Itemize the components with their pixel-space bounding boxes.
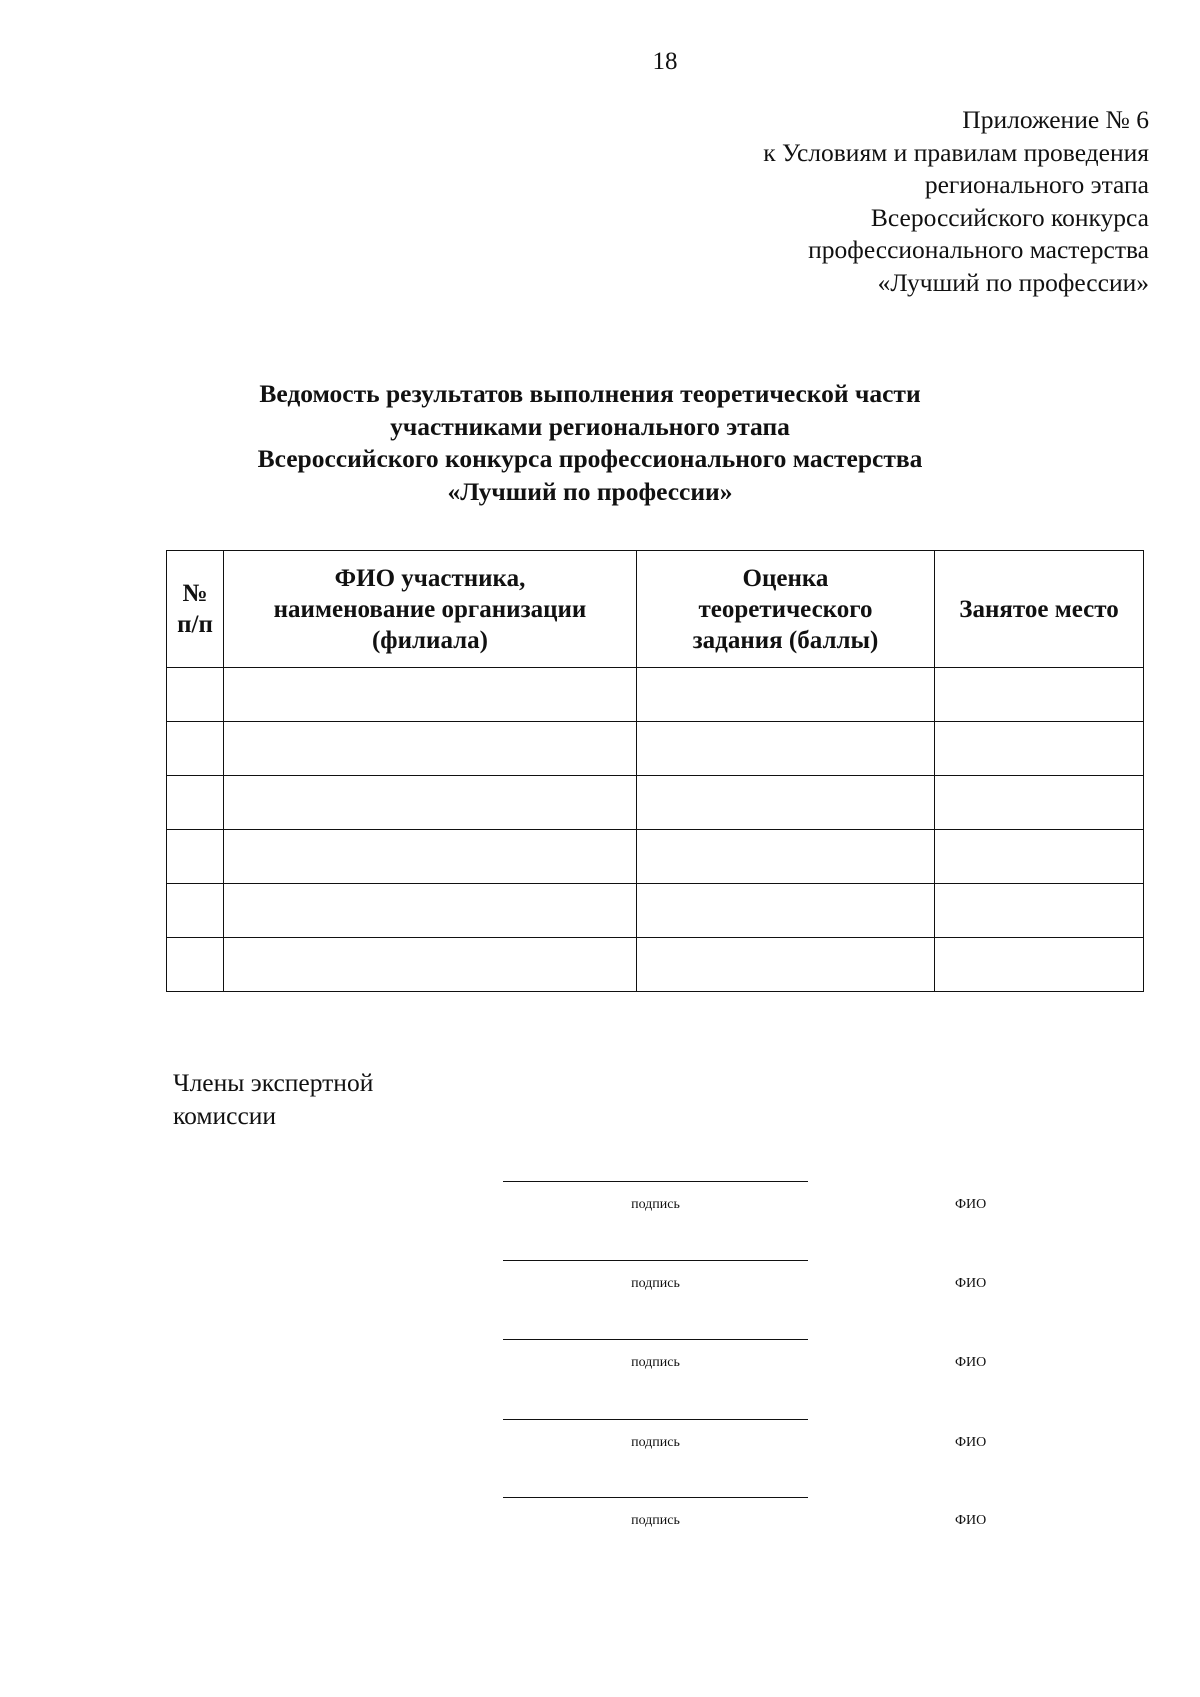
header-place	[935, 551, 1144, 668]
table-cell[interactable]	[935, 722, 1144, 776]
fio-caption: ФИО	[955, 1197, 987, 1212]
signature-line[interactable]	[503, 1260, 808, 1261]
header-score	[637, 551, 935, 668]
page-number: 18	[652, 48, 678, 75]
signature-line[interactable]	[503, 1497, 808, 1498]
appendix-line: Приложение № 6	[962, 105, 1149, 134]
fio-caption: ФИО	[955, 1276, 987, 1291]
header-line: №	[182, 580, 208, 607]
title-line: «Лучший по профессии»	[447, 476, 733, 506]
signature-row	[503, 1497, 1023, 1537]
table-cell[interactable]	[637, 884, 935, 938]
table-cell[interactable]	[167, 668, 224, 722]
header-line: задания (баллы)	[692, 626, 879, 654]
table-row	[167, 884, 1144, 938]
table-cell[interactable]	[167, 938, 224, 992]
header-line: Оценка	[742, 564, 829, 592]
table-cell[interactable]	[224, 776, 637, 830]
table-cell[interactable]	[935, 830, 1144, 884]
table-row	[167, 776, 1144, 830]
header-line: (филиала)	[371, 626, 489, 654]
table-cell[interactable]	[224, 830, 637, 884]
header-line: Занятое место	[959, 595, 1119, 623]
commission-line: комиссии	[173, 1101, 277, 1130]
table-header-row	[167, 551, 1144, 668]
results-table	[166, 550, 1144, 992]
appendix-line: регионального этапа	[924, 170, 1149, 199]
table-cell[interactable]	[224, 938, 637, 992]
signature-caption: подпись	[631, 1355, 680, 1370]
signature-row	[503, 1260, 1023, 1300]
document-title	[180, 378, 1000, 508]
signature-caption: подпись	[631, 1435, 680, 1450]
header-participant	[224, 551, 637, 668]
signature-row	[503, 1181, 1023, 1221]
table-row	[167, 722, 1144, 776]
appendix-line: «Лучший по профессии»	[877, 267, 1149, 297]
header-line: наименование организации	[273, 595, 587, 623]
table-cell[interactable]	[224, 722, 637, 776]
table-cell[interactable]	[637, 776, 935, 830]
fio-caption: ФИО	[955, 1355, 987, 1370]
appendix-line: Всероссийского конкурса	[870, 202, 1149, 232]
table-row	[167, 668, 1144, 722]
title-line: Ведомость результатов выполнения теоретической части	[259, 379, 921, 408]
appendix-line: профессионального мастерства	[808, 235, 1149, 264]
fio-caption: ФИО	[955, 1513, 987, 1528]
signature-row	[503, 1339, 1023, 1379]
header-number	[167, 551, 224, 668]
signature-line[interactable]	[503, 1181, 808, 1182]
table-cell[interactable]	[637, 722, 935, 776]
table-cell[interactable]	[935, 776, 1144, 830]
table-cell[interactable]	[935, 884, 1144, 938]
header-line: ФИО участника,	[334, 564, 526, 592]
appendix-line: к Условиям и правилам проведения	[763, 137, 1149, 167]
commission-label	[173, 1066, 373, 1132]
table-cell[interactable]	[167, 830, 224, 884]
signature-caption: подпись	[631, 1276, 680, 1291]
table-cell[interactable]	[637, 830, 935, 884]
table-cell[interactable]	[224, 668, 637, 722]
table-cell[interactable]	[935, 938, 1144, 992]
signature-row	[503, 1419, 1023, 1459]
header-line: п/п	[177, 611, 213, 638]
title-line: Всероссийского конкурса профессионального мастерства	[257, 444, 923, 473]
signature-caption: подпись	[631, 1197, 680, 1212]
signature-line[interactable]	[503, 1419, 808, 1420]
table-cell[interactable]	[167, 722, 224, 776]
signature-caption: подпись	[631, 1513, 680, 1528]
appendix-block	[449, 104, 1149, 299]
title-line: участниками регионального этапа	[390, 411, 790, 441]
table-cell[interactable]	[167, 776, 224, 830]
table-row	[167, 938, 1144, 992]
commission-line: Члены экспертной	[173, 1068, 374, 1097]
table-cell[interactable]	[224, 884, 637, 938]
table-cell[interactable]	[167, 884, 224, 938]
header-line: теоретического	[698, 595, 873, 623]
signature-line[interactable]	[503, 1339, 808, 1340]
table-cell[interactable]	[935, 668, 1144, 722]
table-cell[interactable]	[637, 668, 935, 722]
fio-caption: ФИО	[955, 1435, 987, 1450]
table-row	[167, 830, 1144, 884]
table-cell[interactable]	[637, 938, 935, 992]
